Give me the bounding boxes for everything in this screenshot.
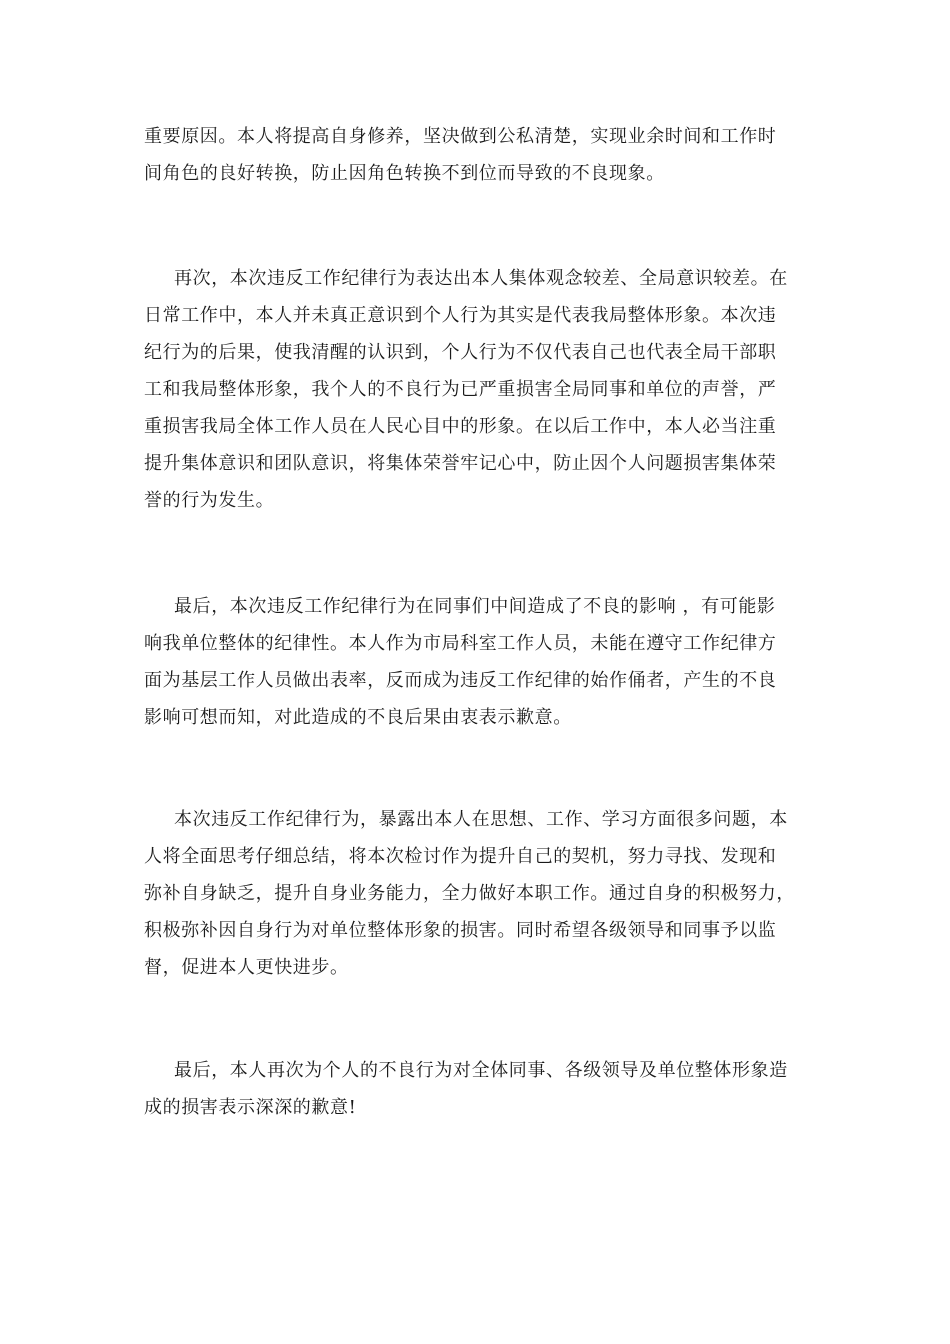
paragraph-bad-influence (144, 588, 814, 736)
text-line: 本次违反工作纪律行为，暴露出本人在思想、工作、学习方面很多问题，本 (174, 809, 788, 830)
text-line: 积极弥补因自身行为对单位整体形象的损害。同时希望各级领导和同事予以监 (144, 920, 777, 941)
paragraph-closing-apology (144, 1052, 814, 1126)
text-line: 督，促进本人更快进步。 (144, 957, 349, 978)
text-line: 间角色的良好转换，防止因角色转换不到位而导致的不良现象。 (144, 163, 665, 184)
text-line: 弥补自身缺乏，提升自身业务能力，全力做好本职工作。通过自身的积极努力， (144, 883, 795, 904)
text-line: 誉的行为发生。 (144, 490, 275, 511)
text-line: 重损害我局全体工作人员在人民心目中的形象。在以后工作中，本人必当注重 (144, 416, 777, 437)
text-line: 纪行为的后果，使我清醒的认识到，个人行为不仅代表自己也代表全局干部职 (144, 342, 777, 363)
text-line: 工和我局整体形象，我个人的不良行为已严重损害全局同事和单位的声誉，严 (144, 379, 777, 400)
text-line: 响我单位整体的纪律性。本人作为市局科室工作人员，未能在遵守工作纪律方 (144, 633, 777, 654)
paragraph-collective-awareness (144, 260, 814, 519)
text-line: 面为基层工作人员做出表率，反而成为违反工作纪律的始作俑者，产生的不良 (144, 670, 777, 691)
paragraph-continuation (144, 118, 814, 192)
text-line: 影响可想而知，对此造成的不良后果由衷表示歉意。 (144, 707, 572, 728)
text-line: 成的损害表示深深的歉意! (144, 1097, 357, 1118)
paragraph-self-improvement (144, 801, 814, 986)
text-line: 最后，本次违反工作纪律行为在同事们中间造成了不良的影响 ，有可能影 (174, 596, 776, 617)
text-line: 人将全面思考仔细总结，将本次检讨作为提升自己的契机，努力寻找、发现和 (144, 846, 777, 867)
text-line: 日常工作中，本人并未真正意识到个人行为其实是代表我局整体形象。本次违 (144, 305, 777, 326)
text-line: 重要原因。本人将提高自身修养，坚决做到公私清楚，实现业余时间和工作时 (144, 126, 777, 147)
text-line: 再次，本次违反工作纪律行为表达出本人集体观念较差、全局意识较差。在 (174, 268, 788, 289)
text-line: 最后，本人再次为个人的不良行为对全体同事、各级领导及单位整体形象造 (174, 1060, 788, 1081)
text-line: 提升集体意识和团队意识，将集体荣誉牢记心中，防止因个人问题损害集体荣 (144, 453, 777, 474)
